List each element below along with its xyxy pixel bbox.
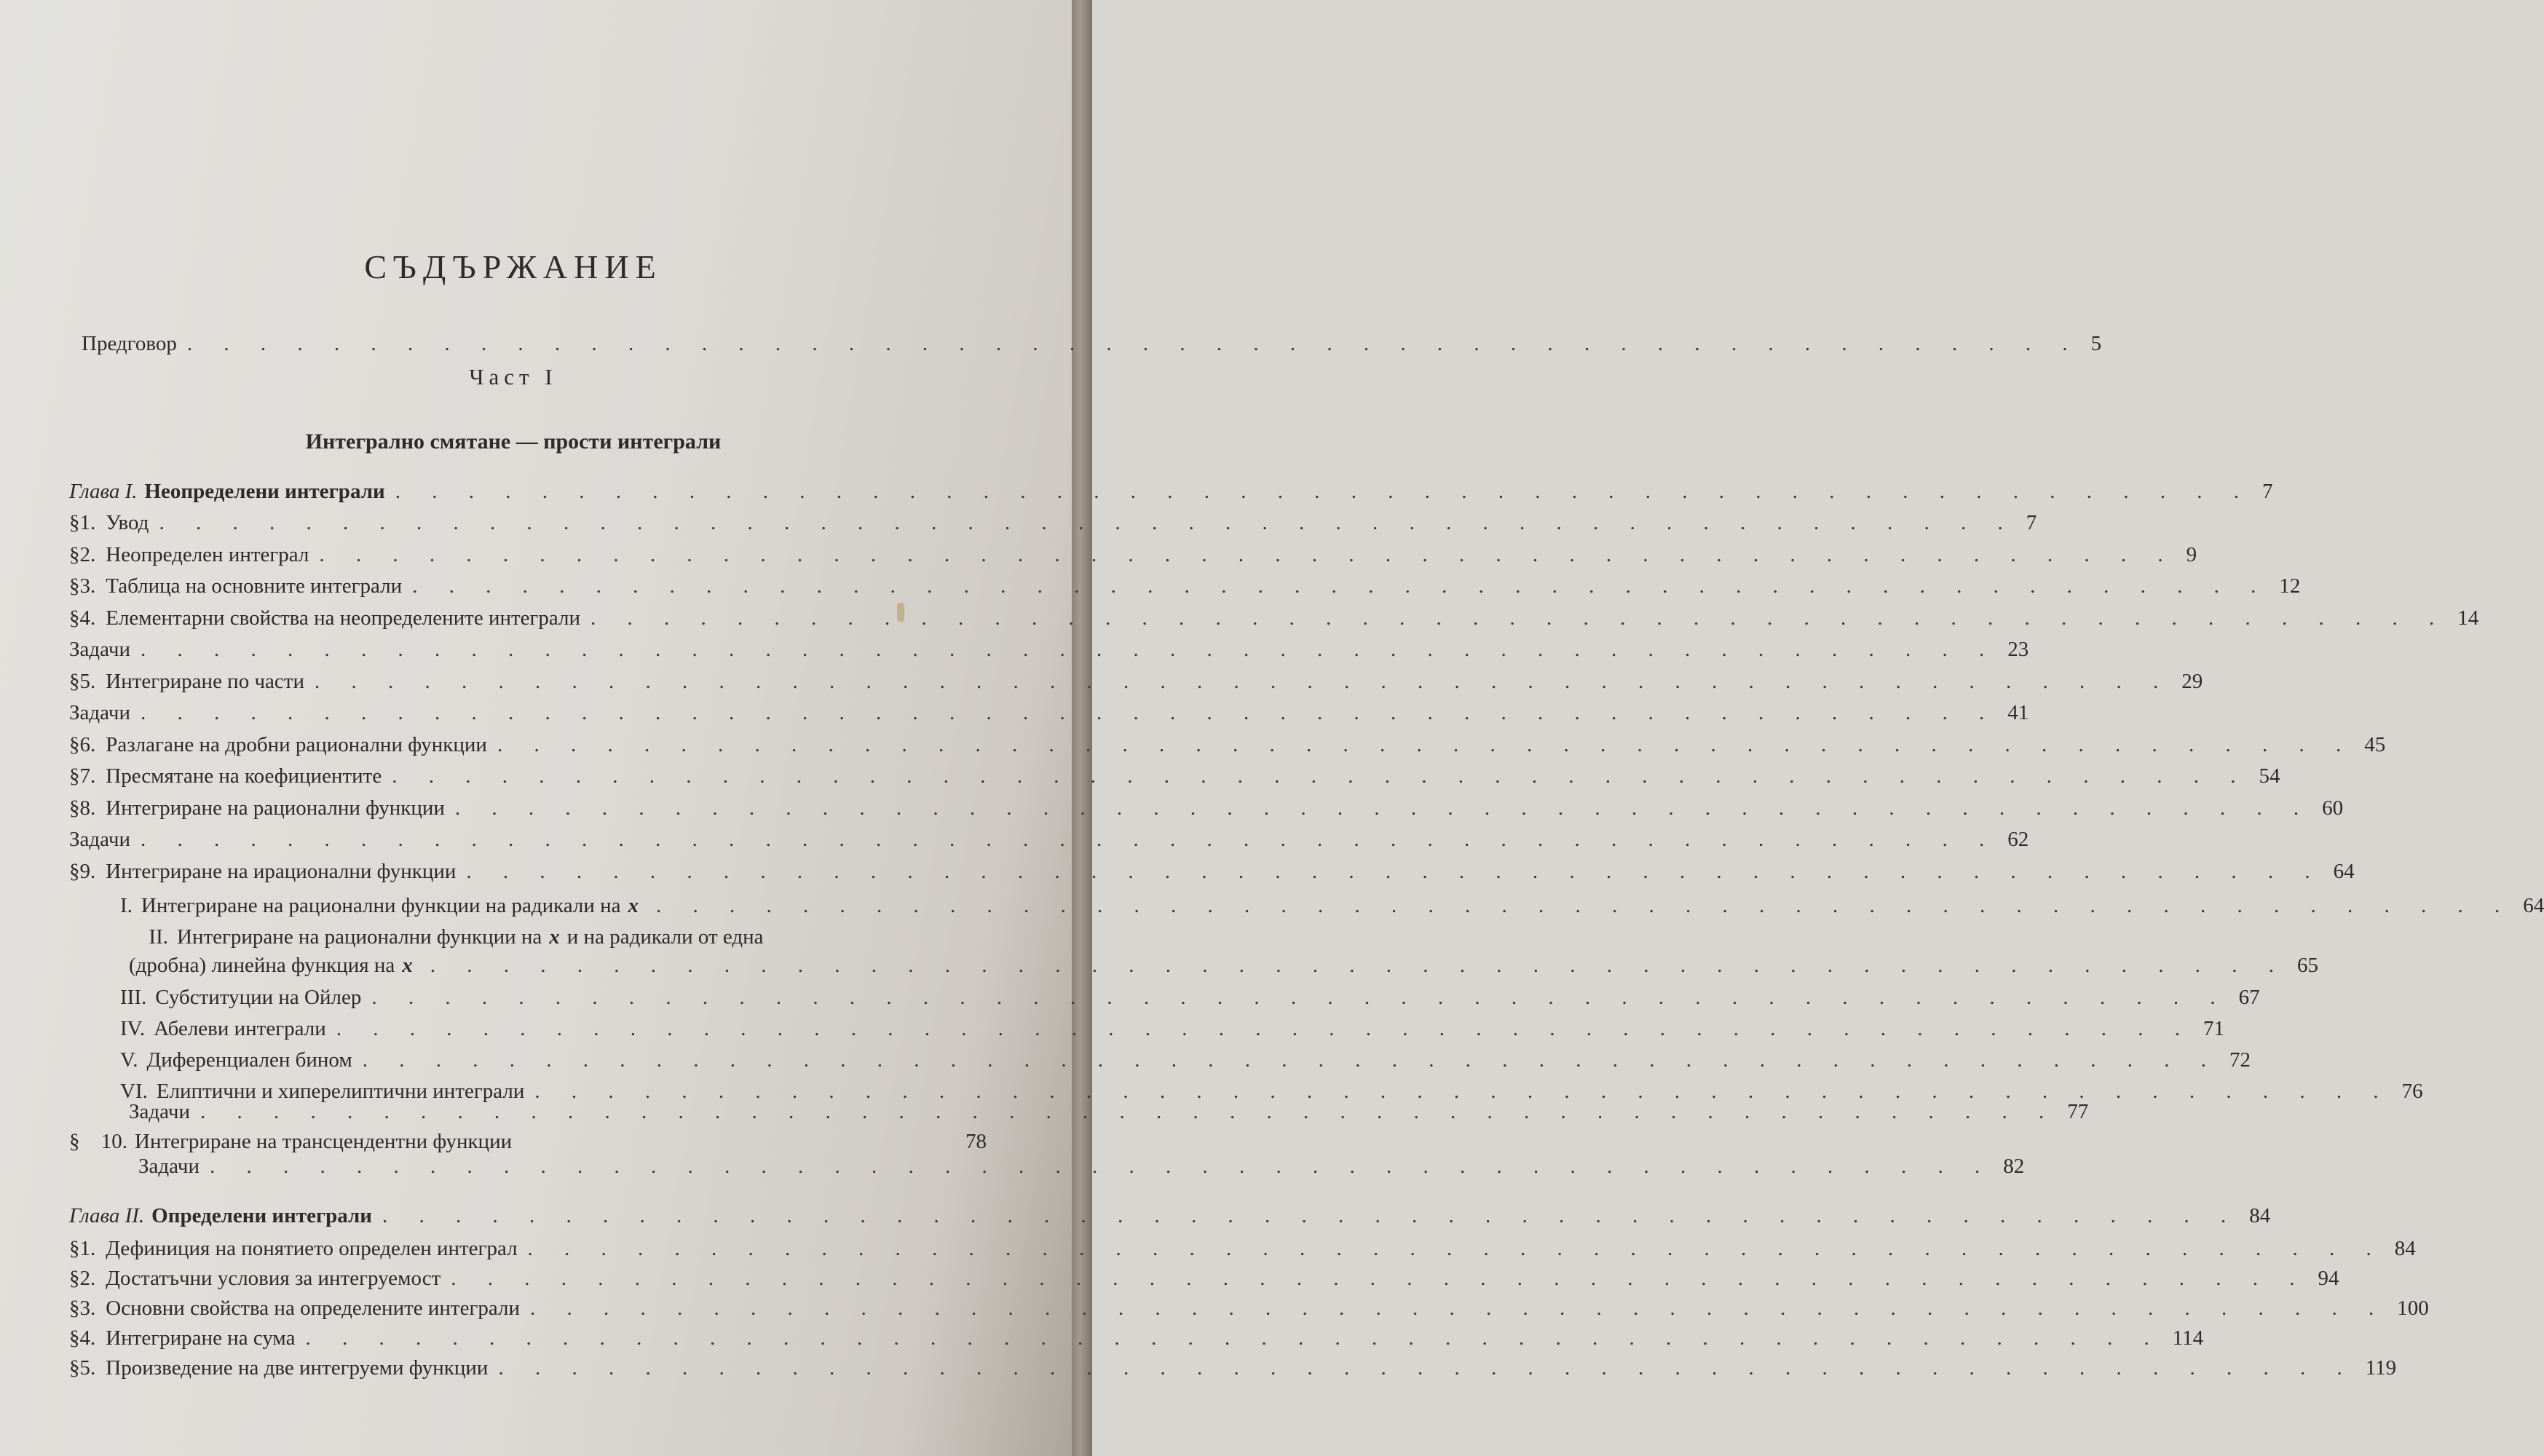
toc-page: 7 <box>2261 480 2273 503</box>
section-number: 4. <box>79 606 96 630</box>
leader-dots: . . . . . . . . . . . . . . . . . . . . . . . . . . . . . . . . . . . . . . . . . . . . . . . . . . . <box>430 954 2287 977</box>
toc-label: Задачи <box>138 1155 200 1178</box>
toc-row <box>69 1324 2204 1353</box>
section-number: 4. <box>79 1326 96 1350</box>
toc-page: 76 <box>2401 1080 2423 1103</box>
toc-row <box>69 1234 2416 1263</box>
toc-page: 64 <box>2333 859 2355 883</box>
variable-x: x <box>549 925 560 949</box>
toc-row-chapter-2 <box>69 1201 2271 1230</box>
section-number: 5. <box>79 669 96 693</box>
leader-dots: . . . . . . . . . . . . . . . . . . . . . . . . . . . . . . . . . . . . . . . . . . . . . . . . . . . <box>140 638 1998 661</box>
section-sign: § <box>69 1297 80 1320</box>
toc-label: Пресмятане на коефициентите <box>106 764 382 788</box>
toc-label-continued: и на радикали от една <box>566 925 764 949</box>
part-subtitle: Интегрално смятане — прости интеграли <box>305 430 722 454</box>
toc-label: Неопределен интеграл <box>106 542 309 566</box>
section-sign: § <box>69 606 80 630</box>
leader-dots: . . . . . . . . . . . . . . . . . . . . . . . . . . . . . . . . . . . . . . . . . . . . . . . . . . . <box>362 1048 2219 1072</box>
roman-numeral: I. <box>120 894 133 917</box>
toc-row <box>69 794 2344 823</box>
toc-page: 78 <box>965 1130 987 1153</box>
toc-label: Основни свойства на определените интеграли <box>106 1297 520 1320</box>
section-sign: § <box>69 1326 80 1350</box>
leader-dots: . . . . . . . . . . . . . . . . . . . . . . . . . . . . . . . . . . . . . . . . . . . . . . . . . . . <box>534 1080 2392 1103</box>
leader-dots: . . . . . . . . . . . . . . . . . . . . . . . . . . . . . . . . . . . . . . . . . . . . . . . . . . . <box>200 1100 2058 1123</box>
toc-page: 54 <box>2259 764 2280 788</box>
leader-dots: . . . . . . . . . . . . . . . . . . . . . . . . . . . . . . . . . . . . . . . . . . . . . . . . . . . <box>371 986 2229 1009</box>
section-sign: § <box>69 574 80 598</box>
roman-numeral: II. <box>149 925 168 949</box>
toc-row <box>69 667 2203 696</box>
toc-row <box>69 604 2479 633</box>
section-sign: § <box>69 542 80 566</box>
toc-label: Интегриране на рационални функции <box>106 796 445 820</box>
leader-dots: . . . . . . . . . . . . . . . . . . . . . . . . . . . . . . . . . . . . . . . . . . . . . . . . . . . <box>454 796 2312 820</box>
toc-label <box>69 1201 372 1230</box>
toc-row-preface <box>82 329 2102 358</box>
variable-x: x <box>402 954 413 977</box>
leader-dots: . . . . . . . . . . . . . . . . . . . . . . . . . . . . . . . . . . . . . . . . . . . . . . . . . . . <box>140 701 1998 724</box>
toc-row <box>69 508 2037 537</box>
toc-label: Задачи <box>69 828 130 851</box>
section-number: 5. <box>79 1356 96 1380</box>
leader-dots: . . . . . . . . . . . . . . . . . . . . . . . . . . . . . . . . . . . . . . . . . . . . . . . . . . . <box>314 669 2172 693</box>
section-number: 1. <box>79 1237 96 1260</box>
toc-row <box>69 857 2355 886</box>
toc-subrow <box>120 983 2260 1012</box>
toc-row <box>69 698 2029 727</box>
leader-dots: . . . . . . . . . . . . . . . . . . . . . . . . . . . . . . . . . . . . . . . . . . . . . . . . . . . <box>527 1237 2385 1260</box>
toc-page: 9 <box>2186 542 2197 566</box>
toc-label: Таблица на основните интеграли <box>106 574 403 598</box>
toc-label: Абелеви интеграли <box>154 1017 326 1040</box>
toc-row <box>69 635 2029 664</box>
toc-label: Достатъчни условия за интегруемост <box>106 1267 441 1290</box>
toc-page: 12 <box>2279 574 2301 598</box>
section-sign: § <box>69 669 80 693</box>
toc-page: 114 <box>2172 1326 2204 1350</box>
leader-dots: . . . . . . . . . . . . . . . . . . . . . . . . . . . . . . . . . . . . . . . . . . . . . . . . . . . . <box>186 332 2081 355</box>
section-number: 2. <box>79 1267 96 1290</box>
toc-label: Задачи <box>69 701 130 724</box>
chapter-title: Определени интеграли <box>151 1204 372 1227</box>
toc-page: 94 <box>2318 1267 2339 1290</box>
section-sign: § <box>69 1237 80 1260</box>
section-number: 2. <box>79 542 96 566</box>
toc-page: 71 <box>2203 1017 2224 1040</box>
toc-label: Интегриране на ирационални функции <box>106 859 457 883</box>
toc-label: Интегриране на сума <box>106 1326 296 1350</box>
toc-row <box>69 825 2029 854</box>
page-title: СЪДЪРЖАНИЕ <box>364 248 663 285</box>
toc-row <box>69 730 2386 759</box>
section-sign: § <box>69 1130 80 1153</box>
roman-numeral: V. <box>120 1048 138 1072</box>
toc-subrow <box>120 922 987 951</box>
toc-row <box>69 1264 2339 1293</box>
toc-label: Интегриране на рационални функции на радикали на <box>141 894 621 917</box>
toc-subrow <box>120 891 2544 920</box>
chapter-title: Неопределени интеграли <box>144 480 385 503</box>
toc-row <box>69 761 2280 791</box>
toc-page: 119 <box>2365 1356 2397 1380</box>
section-number: 6. <box>79 732 96 756</box>
section-number: 7. <box>79 764 96 788</box>
chapter-word: Глава II. <box>69 1204 145 1227</box>
part-heading: Част I <box>469 364 558 389</box>
roman-numeral: VI. <box>120 1080 148 1103</box>
toc-row <box>69 1294 2429 1323</box>
toc-label: Задачи <box>69 638 130 661</box>
toc-label: Увод <box>106 511 149 534</box>
leader-dots: . . . . . . . . . . . . . . . . . . . . . . . . . . . . . . . . . . . . . . . . . . . . . . . . . . . <box>656 894 2513 917</box>
section-sign: § <box>69 764 80 788</box>
toc-label: Елиптични и хиперелиптични интеграли <box>156 1080 525 1103</box>
toc-page: 84 <box>2249 1204 2271 1227</box>
variable-x: x <box>628 894 639 917</box>
toc-label <box>69 477 385 506</box>
toc-page: 7 <box>2026 511 2037 534</box>
toc-label: Произведение на две интегруеми функции <box>106 1356 489 1380</box>
toc-page: 29 <box>2181 669 2203 693</box>
section-sign: § <box>69 1356 80 1380</box>
section-number: 3. <box>79 1297 96 1320</box>
toc-label: Разлагане на дробни рационални функции <box>106 732 487 756</box>
chapter-word: Глава I. <box>69 480 138 503</box>
toc-page: 41 <box>2007 701 2029 724</box>
toc-subrow <box>120 1014 2224 1043</box>
toc-page: 5 <box>2090 332 2102 355</box>
toc-row <box>69 571 2301 601</box>
toc-row-chapter-1 <box>69 477 2273 506</box>
toc-page: 82 <box>2003 1155 2025 1178</box>
leader-dots: . . . . . . . . . . . . . . . . . . . . . . . . . . . . . . . . . . . . . . . . . . . . . . . . . . . <box>395 480 2252 503</box>
leader-dots: . . . . . . . . . . . . . . . . . . . . . . . . . . . . . . . . . . . . . . . . . . . . . . . . . . . <box>159 511 2016 534</box>
toc-page: 60 <box>2322 796 2344 820</box>
toc-page: 65 <box>2296 954 2318 977</box>
toc-page: 100 <box>2397 1297 2429 1320</box>
toc-page: 62 <box>2007 828 2029 851</box>
section-number: 1. <box>79 511 96 534</box>
leader-dots: . . . . . . . . . . . . . . . . . . . . . . . . . . . . . . . . . . . . . . . . . . . . . . . . . <box>209 1155 1994 1178</box>
toc-page: 14 <box>2457 606 2479 630</box>
section-sign: § <box>69 859 80 883</box>
roman-numeral: IV. <box>120 1017 146 1040</box>
toc-label: Диференциален бином <box>146 1048 352 1072</box>
toc-page: 67 <box>2238 986 2260 1009</box>
toc-page: 84 <box>2394 1237 2416 1260</box>
toc-label: Елементарни свойства на неопределените интеграли <box>106 606 581 630</box>
toc-subrow <box>120 1097 2089 1126</box>
leader-dots: . . . . . . . . . . . . . . . . . . . . . . . . . . . . . . . . . . . . . . . . . . . . . . . . . . . <box>305 1326 2162 1350</box>
section-number: 10. <box>100 1130 127 1153</box>
toc-label: Субституции на Ойлер <box>155 986 362 1009</box>
roman-numeral: III. <box>120 986 147 1009</box>
toc-label: Интегриране на рационални функции на <box>177 925 542 949</box>
toc-page: 72 <box>2229 1048 2251 1072</box>
toc-page: 45 <box>2364 732 2386 756</box>
section-number: 3. <box>79 574 96 598</box>
leader-dots: . . . . . . . . . . . . . . . . . . . . . . . . . . . . . . . . . . . . . . . . . . . . . . . . . . . <box>498 1356 2355 1380</box>
toc-label: Дефиниция на понятието определен интеграл <box>106 1237 518 1260</box>
leader-dots: . . . . . . . . . . . . . . . . . . . . . . . . . . . . . . . . . . . . . . . . . . . . . . . . . . . <box>392 764 2249 788</box>
toc-label: Интегриране по части <box>106 669 304 693</box>
section-sign: § <box>69 732 80 756</box>
leader-dots: . . . . . . . . . . . . . . . . . . . . . . . . . . . . . . . . . . . . . . . . . . . . . . . . . . . <box>466 859 2323 883</box>
toc-subrow <box>120 951 2318 980</box>
toc-row <box>69 540 2197 569</box>
leader-dots: . . . . . . . . . . . . . . . . . . . . . . . . . . . . . . . . . . . . . . . . . . . . . . . . . . . <box>140 828 1998 851</box>
toc-page: 23 <box>2007 638 2029 661</box>
leader-dots: . . . . . . . . . . . . . . . . . . . . . . . . . . . . . . . . . . . . . . . . . . . . . . . . . . . <box>382 1204 2240 1227</box>
section-sign: § <box>69 511 80 534</box>
leader-dots: . . . . . . . . . . . . . . . . . . . . . . . . . . . . . . . . . . . . . . . . . . . . . . . . . . . <box>336 1017 2193 1040</box>
toc-row <box>69 1353 2397 1382</box>
toc-label: Предговор <box>82 332 177 355</box>
leader-dots: . . . . . . . . . . . . . . . . . . . . . . . . . . . . . . . . . . . . . . . . . . . . . . . . . . . <box>412 574 2270 598</box>
toc-label: Задачи <box>129 1100 190 1123</box>
toc-label: (дробна) линейна функция на <box>129 954 395 977</box>
leader-dots: . . . . . . . . . . . . . . . . . . . . . . . . . . . . . . . . . . . . . . . . . . . . . . . . . . . <box>319 542 2176 566</box>
leader-dots: . . . . . . . . . . . . . . . . . . . . . . . . . . . . . . . . . . . . . . . . . . . . . . . . . . . <box>451 1267 2308 1290</box>
toc-row-section-10-tasks <box>138 1152 2025 1181</box>
toc-label: Интегриране на трансцендентни функции <box>135 1130 513 1153</box>
toc-page: 77 <box>2067 1100 2089 1123</box>
leader-dots: . . . . . . . . . . . . . . . . . . . . . . . . . . . . . . . . . . . . . . . . . . . . . . . . . . . <box>590 606 2448 630</box>
section-sign: § <box>69 1267 80 1290</box>
toc-page: 64 <box>2523 894 2544 917</box>
toc-subrow <box>120 1045 2251 1075</box>
section-number: 9. <box>79 859 96 883</box>
leader-dots: . . . . . . . . . . . . . . . . . . . . . . . . . . . . . . . . . . . . . . . . . . . . . . . . . . . <box>529 1297 2387 1320</box>
section-sign: § <box>69 796 80 820</box>
leader-dots: . . . . . . . . . . . . . . . . . . . . . . . . . . . . . . . . . . . . . . . . . . . . . . . . . . . <box>497 732 2355 756</box>
section-number: 8. <box>79 796 96 820</box>
